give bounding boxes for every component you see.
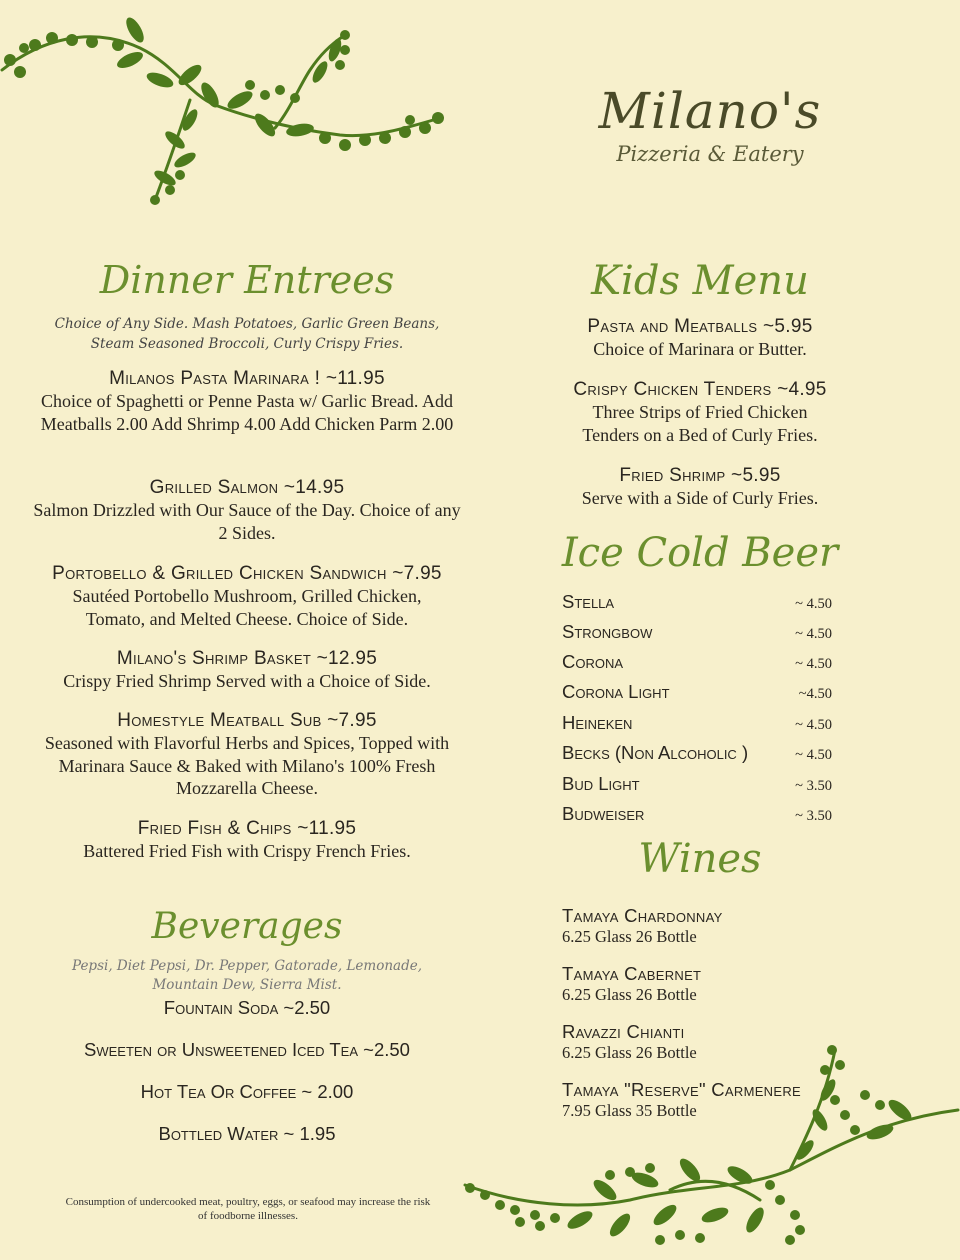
beer-price: ~ 4.50: [795, 596, 832, 612]
beer-name: Heineken: [562, 712, 633, 733]
food-safety-disclaimer: Consumption of undercooked meat, poultry, eggs, or seafood may increase the risk of foodborne illnesses.: [65, 1196, 431, 1222]
entree-desc: Battered Fried Fish with Crispy French Fries.: [83, 841, 411, 861]
beer-price: ~4.50: [798, 686, 832, 702]
wine-name: Tamaya Cabernet: [562, 963, 702, 984]
wine-price: 6.25 Glass 26 Bottle: [562, 927, 697, 946]
brand-name: Milano's: [598, 82, 822, 140]
kids-menu-heading: Kids Menu: [591, 258, 809, 304]
kids-item-title: Crispy Chicken Tenders ~4.95: [573, 379, 827, 400]
kids-item-desc: Serve with a Side of Curly Fries.: [581, 488, 819, 508]
beer-price: ~ 4.50: [795, 717, 832, 733]
beverages-heading: Beverages: [151, 906, 343, 947]
beer-row: [562, 742, 832, 764]
wines-heading: Wines: [638, 836, 762, 882]
wine-item: [562, 905, 842, 947]
wine-item: [562, 963, 842, 1005]
wine-name: Tamaya Chardonnay: [562, 905, 723, 926]
wine-price: 6.25 Glass 26 Bottle: [562, 1043, 697, 1062]
kids-item-title: Pasta and Meatballs ~5.95: [587, 316, 813, 337]
kids-item: [560, 316, 840, 361]
entree-desc: Choice of Spaghetti or Penne Pasta w/ Garlic Bread. Add Meatballs 2.00 Add Shrimp 4.00 Add Chicken Parm 2.00: [40, 391, 454, 434]
brand-subtitle: Pizzeria & Eatery: [616, 142, 804, 166]
wine-name: Ravazzi Chianti: [562, 1021, 685, 1042]
brand: [560, 82, 860, 166]
entree-desc: Sautéed Portobello Mushroom, Grilled Chicken, Tomato, and Melted Cheese. Choice of Side.: [72, 586, 422, 629]
entree-title: Milanos Pasta Marinara ! ~11.95: [109, 368, 385, 389]
beer-price: ~ 3.50: [795, 808, 832, 824]
kids-item: [560, 379, 840, 446]
beer-row: [562, 712, 832, 734]
beer-row: [562, 773, 832, 795]
entree-title: Homestyle Meatball Sub ~7.95: [117, 710, 377, 731]
beer-row: [562, 681, 832, 703]
beer-name: Becks (Non Alcoholic ): [562, 742, 749, 763]
beer-name: Bud Light: [562, 773, 640, 794]
kids-item-desc: Choice of Marinara or Butter.: [593, 339, 807, 359]
beer-price: ~ 4.50: [795, 626, 832, 642]
beverages-note: Pepsi, Diet Pepsi, Dr. Pepper, Gatorade, Lemonade, Mountain Dew, Sierra Mist.: [71, 958, 423, 993]
entree-item: [32, 710, 462, 800]
entree-title: Milano's Shrimp Basket ~12.95: [116, 648, 378, 669]
beverage-item: Fountain Soda ~2.50: [163, 997, 331, 1018]
entree-item: [32, 818, 462, 863]
beer-price: ~ 4.50: [795, 656, 832, 672]
entree-desc: Crispy Fried Shrimp Served with a Choice of Side.: [63, 671, 431, 691]
beer-price: ~ 4.50: [795, 747, 832, 763]
entrees-side-note: Choice of Any Side. Mash Potatoes, Garlic Green Beans, Steam Seasoned Broccoli, Curly Crispy Fries.: [54, 316, 440, 352]
beer-row: [562, 651, 832, 673]
beer-name: Strongbow: [562, 621, 653, 642]
beer-row: [562, 591, 832, 613]
beer-price: ~ 3.50: [795, 778, 832, 794]
beer-name: Corona: [562, 651, 624, 672]
wine-item: [562, 1079, 842, 1121]
entree-title: Fried Fish & Chips ~11.95: [137, 818, 357, 839]
kids-item-title: Fried Shrimp ~5.95: [619, 465, 781, 486]
vine-top-left-icon: [0, 0, 450, 215]
beer-row: [562, 621, 832, 643]
beverage-item: Sweeten or Unsweetened Iced Tea ~2.50: [84, 1039, 410, 1060]
beer-name: Stella: [562, 591, 615, 612]
wine-price: 6.25 Glass 26 Bottle: [562, 985, 697, 1004]
entree-item: [32, 477, 462, 544]
beverage-item: Bottled Water ~ 1.95: [158, 1123, 336, 1144]
entree-item: [32, 368, 462, 435]
vine-bottom-right-icon: [460, 1040, 960, 1260]
wine-item: [562, 1021, 842, 1063]
entree-title: Portobello & Grilled Chicken Sandwich ~7.95: [52, 563, 442, 584]
entree-desc: Salmon Drizzled with Our Sauce of the Day. Choice of any 2 Sides.: [33, 500, 461, 543]
beer-name: Budweiser: [562, 803, 645, 824]
wine-name: Tamaya "Reserve" Carmenere: [562, 1079, 802, 1100]
entree-desc: Seasoned with Flavorful Herbs and Spices, Topped with Marinara Sauce & Baked with Milano's 100% Fresh Mozzarella Cheese.: [44, 733, 450, 798]
beer-row: [562, 803, 832, 825]
beer-name: Corona Light: [562, 681, 670, 702]
beverage-item: Hot Tea Or Coffee ~ 2.00: [140, 1081, 354, 1102]
entree-title: Grilled Salmon ~14.95: [149, 477, 345, 498]
kids-item-desc: Three Strips of Fried Chicken Tenders on a Bed of Curly Fries.: [582, 402, 818, 445]
entree-item: [32, 648, 462, 693]
kids-item: [560, 465, 840, 510]
beer-heading: Ice Cold Beer: [561, 530, 839, 576]
entree-item: [32, 563, 462, 630]
dinner-entrees-heading: Dinner Entrees: [99, 258, 395, 302]
wine-price: 7.95 Glass 35 Bottle: [562, 1101, 697, 1120]
